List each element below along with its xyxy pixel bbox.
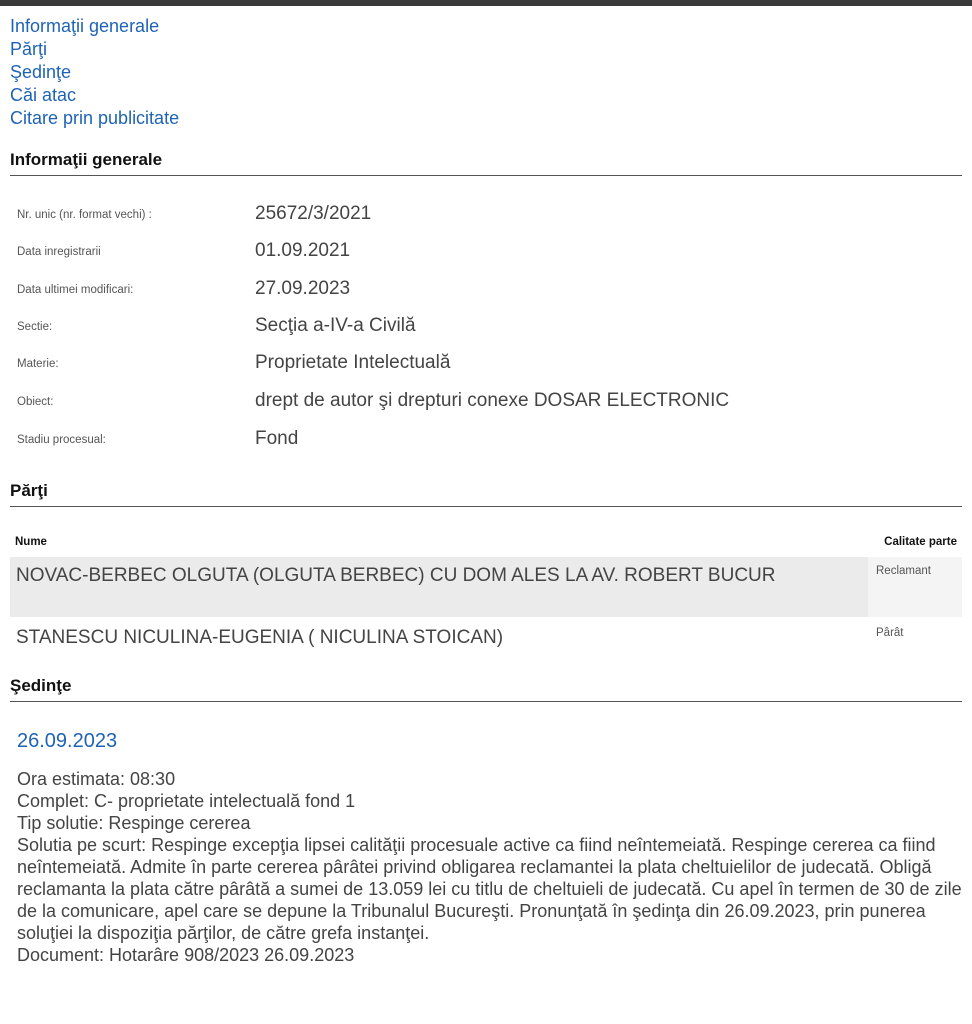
sedinta-ora: Ora estimata: 08:30 [17,769,176,789]
parti-table-header [0,536,972,554]
info-row-stadiu-procesual [17,428,957,465]
sedinta-document: Document: Hotarâre 908/2023 26.09.2023 [17,945,355,965]
party-calitate: Pârât [876,627,904,639]
section-nav [10,15,179,130]
info-label: Nr. unic (nr. format vechi) : [17,209,152,221]
info-row-sectie [17,315,957,352]
info-value: 01.09.2021 [255,240,351,261]
nav-link-sedinte[interactable]: Şedinţe [10,62,72,82]
party-calitate: Reclamant [876,565,931,577]
section-title-sedinte: Şedinţe [10,676,962,702]
sedinta-solutie: Solutia pe scurt: Respinge excepţia lipsei calităţii procesuale active ca fiind neîntemeiată. Respinge cererea ca fiind neîntemeiată. Admite în parte cererea pârâtei privind obligarea reclamantei la plata cheltuielilor de judecată. Obligă reclamanta la plata către pârâtă a sumei de 13.059 lei cu titlu de cheltuieli de judecată. Cu apel în termen de 30 de zile de la comunicare, apel care se depune la Tribunalul Bucureşti. Pronunţată în şedinţa din 26.09.2023, prin punerea soluţiei la dispoziţia părţilor, de către grefa instanţei. [17,835,962,943]
top-bar [0,0,972,6]
info-row-data-inregistrarii [17,240,957,277]
sedinta-complet: Complet: C- proprietate intelectuală fond 1 [17,791,356,811]
sedinta-details [17,768,962,966]
column-header-nume: Nume [15,536,47,548]
info-value: 27.09.2023 [255,278,351,299]
info-value: 25672/3/2021 [255,203,372,224]
info-row-data-ultimei-modificari [17,278,957,315]
info-label: Stadiu procesual: [17,434,106,446]
info-row-materie [17,352,957,389]
section-title-parti: Părţi [10,481,962,507]
column-header-calitate-parte: Calitate parte [884,536,957,548]
info-label: Materie: [17,358,59,370]
nav-link-cai-atac[interactable]: Căi atac [10,85,77,105]
info-label: Obiect: [17,396,54,408]
nav-link-citare-prin-publicitate[interactable]: Citare prin publicitate [10,108,180,128]
sedinta-tip-solutie: Tip solutie: Respinge cererea [17,813,251,833]
nav-link-informatii-generale[interactable]: Informaţii generale [10,16,160,36]
info-value: Fond [255,428,299,449]
party-name: NOVAC-BERBEC OLGUTA (OLGUTA BERBEC) CU DOM ALES LA AV. ROBERT BUCUR [16,565,776,586]
info-value: Proprietate Intelectuală [255,352,451,373]
info-row-nr-unic [17,203,957,240]
info-row-obiect [17,390,957,427]
nav-link-parti[interactable]: Părţi [10,39,48,59]
info-label: Data ultimei modificari: [17,284,134,296]
table-row [10,557,962,617]
party-name: STANESCU NICULINA-EUGENIA ( NICULINA STOICAN) [16,627,504,648]
section-title-informatii-generale: Informaţii generale [10,150,962,176]
table-row [10,619,962,659]
info-label: Sectie: [17,321,53,333]
info-label: Data inregistrarii [17,246,101,258]
info-value: drept de autor şi drepturi conexe DOSAR ELECTRONIC [255,390,730,411]
sedinta-date: 26.09.2023 [17,730,118,752]
info-value: Secţia a-IV-a Civilă [255,315,416,336]
